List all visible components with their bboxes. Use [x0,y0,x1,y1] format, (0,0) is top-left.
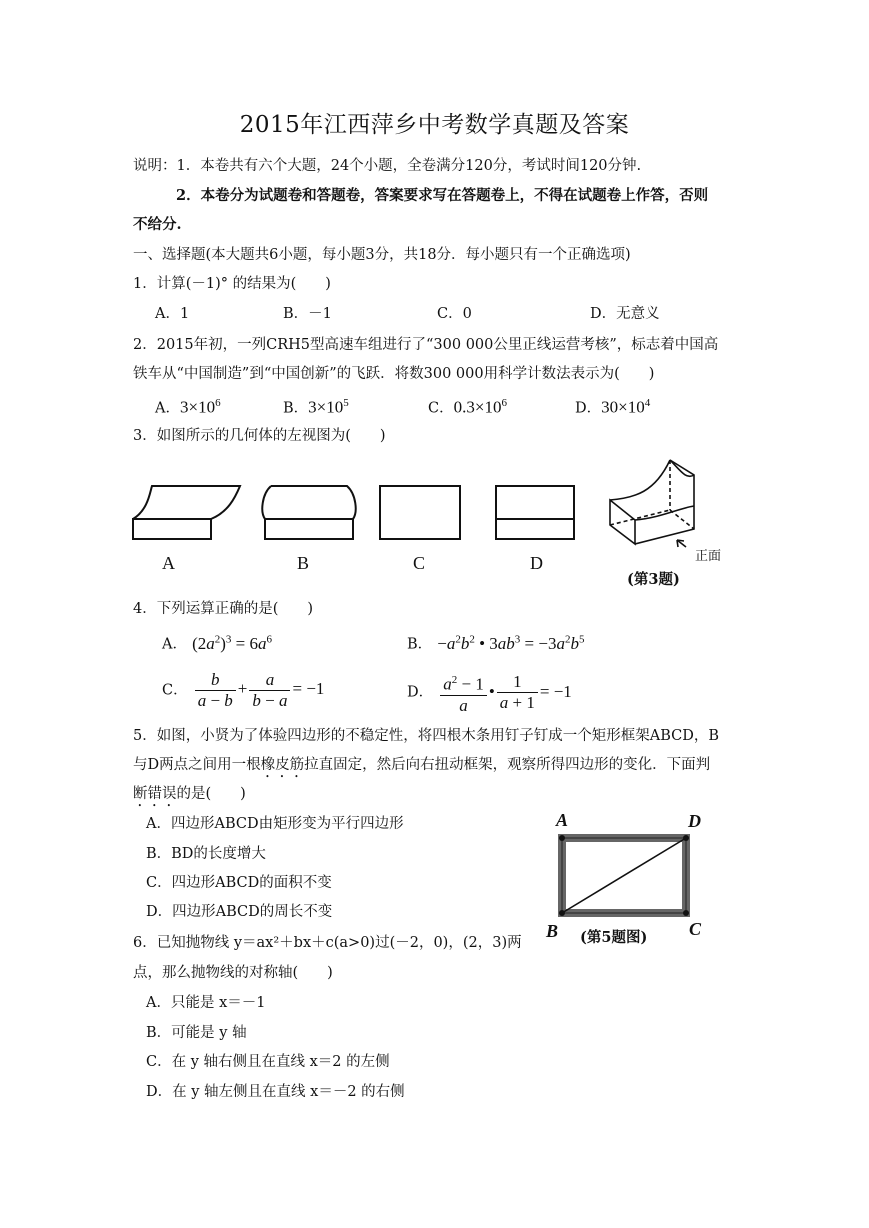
q2-option-b-exp: 5 [343,397,349,409]
page-title: 2015年江西萍乡中考数学真题及答案 [239,112,630,138]
q1-option-d: D．无意义 [590,306,660,322]
q3-label-c: C [413,553,426,573]
section-heading: 一、选择题(本大题共6小题，每小题3分，共18分．每小题只有一个正确选项) [133,247,631,263]
q5-point-b: B [546,921,559,941]
q5-option-a: A．四边形ABCD由矩形变为平行四边形 [146,816,404,832]
q4-option-b-label: B． [407,636,433,653]
q6-option-a: A．只能是 x＝－1 [146,995,266,1011]
q3-solid-figure [610,460,694,547]
q6-stem-line2: 点，那么抛物线的对称轴( ) [133,965,333,981]
q5-figure [540,820,710,930]
q4-option-d-label: D． [407,684,434,701]
q1-stem: 1．计算(－1)° 的结果为( ) [133,276,331,292]
q3-label-d: D [530,553,543,573]
q4-stem: 4．下列运算正确的是( ) [133,601,314,617]
q2-option-d-label: D． [575,400,602,417]
instructions-1: 说明：1．本卷共有六个大题，24个小题，全卷满分120分，考试时间120分钟. [133,158,642,174]
q5-stem-line2-a: 与D两点之间用一根 [133,757,261,773]
q6-stem-line1: 6．已知抛物线 y＝ax²＋bx＋c(a>0)过(－2，0)，(2，3)两 [133,935,522,951]
q4-option-b-expr: $-a^2b^2$ • $3ab^3 = -3a^2b^5$ [437,633,585,653]
q5-stem-line3 [133,785,246,810]
q2-option-c-value: 0.3×10 [453,397,502,417]
q4-option-c [162,670,324,711]
q2-option-a-label: A． [155,400,180,417]
q5-stem-line2-b: 拉直固定，然后向右扭动框架，观察所得四边形的变化．下面判 [304,757,711,773]
q2-option-d-exp: 4 [644,397,651,409]
q6-option-d: D．在 y 轴左侧且在直线 x＝－2 的右侧 [146,1084,405,1100]
q2-stem-line1: 2．2015年初，一列CRH5型高速车组进行了“300 000公里正线运营考核”，标志着中国高 [133,337,719,353]
q2-option-a [155,397,221,417]
q4-option-a [162,633,272,654]
q1-option-a: A．1 [155,306,190,322]
q3-caption: (第3题) [627,571,680,588]
q3-label-b: B [297,553,310,573]
q4-option-a-expr: $(2a^2)^3 = 6a^6$ [192,633,273,653]
q5-caption: (第5题图) [580,929,648,946]
q3-stem: 3．如图所示的几何体的左视图为( ) [133,428,386,444]
q4-option-c-expr: $\frac{b}{a - b}$ + $\frac{a}{b - a}$ = −1 [193,679,325,698]
q5-stem-line2 [133,756,710,781]
q2-option-c-label: C． [428,400,454,417]
q3-option-d-shape [496,486,574,539]
q4-option-d-expr: $\frac{a^2 - 1}{a}$ • $\frac{1}{a + 1}$ = −1 [438,682,572,701]
q4-option-d [407,670,572,716]
q2-option-b-value: 3×10 [308,397,344,417]
q2-option-d-value: 30×10 [601,397,645,417]
q3-option-a-shape [133,486,240,539]
q4-option-c-label: C． [162,682,188,699]
q2-option-a-exp: 6 [215,397,221,409]
q4-option-b [407,633,584,654]
q1-option-b: B．－1 [283,306,332,322]
q1-option-c: C．0 [437,306,472,322]
q2-option-c [428,397,507,417]
q3-front-label: 正面 [695,549,722,564]
q5-stem-emphasis-wrong: 断错误 [133,786,177,802]
q2-option-d [575,397,650,417]
q2-stem-line2: 铁车从“中国制造”到“中国创新”的飞跃．将数300 000用科学计数法表示为( ) [133,366,655,382]
q3-option-b-shape [262,486,355,539]
q5-option-d: D．四边形ABCD的周长不变 [146,904,333,920]
instructions-2-cont: 不给分. [133,216,182,233]
q3-option-c-shape [380,486,460,539]
q5-point-c: C [689,919,702,939]
q2-option-c-exp: 6 [501,397,507,409]
q5-option-c: C．四边形ABCD的面积不变 [146,875,332,891]
q4-option-a-label: A． [162,636,187,653]
q6-option-c: C．在 y 轴右侧且在直线 x＝2 的左侧 [146,1054,390,1070]
q2-option-b [283,397,349,417]
q2-option-a-value: 3×10 [179,397,216,417]
q2-option-b-label: B． [283,400,309,417]
q5-option-b: B．BD的长度增大 [146,846,266,862]
q5-stem-line3-b: 的是( ) [176,786,246,802]
q5-point-d: D [688,811,701,831]
instructions-2: 2．本卷分为试题卷和答题卷，答案要求写在答题卷上，不得在试题卷上作答，否则 [176,187,709,204]
q5-point-a: A [556,810,569,830]
q5-stem-emphasis-rubber-band: 橡皮筋 [260,757,305,773]
q6-option-b: B．可能是 y 轴 [146,1025,247,1041]
q3-label-a: A [162,553,175,573]
q5-stem-line1: 5．如图，小贤为了体验四边形的不稳定性，将四根木条用钉子钉成一个矩形框架ABCD，B [133,728,719,744]
